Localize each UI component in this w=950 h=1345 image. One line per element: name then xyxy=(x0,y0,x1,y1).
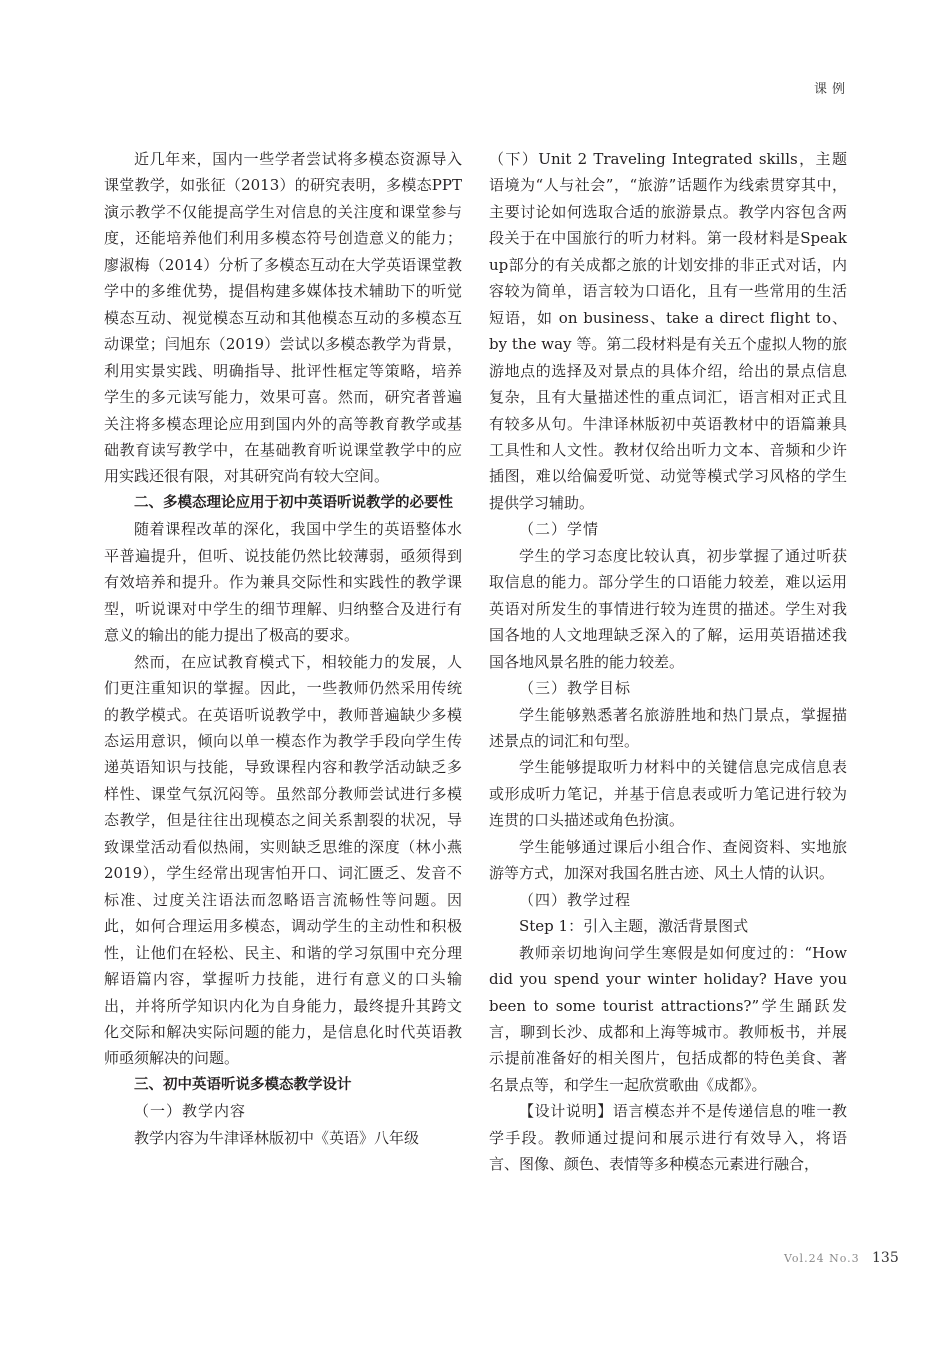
paragraph: 教师亲切地询问学生寒假是如何度过的：“How did you spend your winter holiday? Have you been to some tourist attractions?”学生踊跃发言，聊到长沙、成都和上海等城市。教师板书，并展示提前准备好的相关图片，包括成都的特色美食、著名景点等，和学生一起欣赏歌曲《成都》。 xyxy=(489,943,847,1094)
subsection-heading: （四）教学过程 xyxy=(519,890,632,909)
subsection-heading: （三）教学目标 xyxy=(519,679,632,698)
subsection-heading: （二）学情 xyxy=(519,520,600,539)
step-heading: Step 1：引入主题，激活背景图式 xyxy=(519,917,749,936)
running-header: 课例 xyxy=(813,82,850,97)
paragraph: 近几年来，国内一些学者尝试将多模态资源导入课堂教学，如张征（2013）的研究表明，多模态PPT演示教学不仅能提高学生对信息的关注度和课堂参与度，还能培养他们利用多模态符号创造意义的能力；廖淑梅（2014）分析了多模态互动在大学英语课堂教学中的多维优势，提倡构建多媒体技术辅助下的听觉模态互动、视觉模态互动和其他模态互动的多模态互动课堂；闫旭东（2019）尝试以多模态教学为背景，利用实景实践、明确指导、批评性框定等策略，培养学生的多元读写能力，效果可喜。然而，研究者普遍关注将多模态理论应用到国内外的高等教育教学或基础教育读写教学中，在基础教育听说课堂教学中的应用实践还很有限，对其研究尚有较大空间。 xyxy=(104,150,462,486)
paragraph: 学生能够熟悉著名旅游胜地和热门景点，掌握描述景点的词汇和句型。 xyxy=(489,705,847,750)
paragraph: 教学内容为牛津译林版初中《英语》八年级 xyxy=(134,1128,420,1147)
subsection-heading: （一）教学内容 xyxy=(134,1102,247,1121)
paragraph: 学生的学习态度比较认真，初步掌握了通过听获取信息的能力。部分学生的口语能力较差，难以运用英语对所发生的事情进行较为连贯的描述。学生对我国各地的人文地理缺乏深入的了解，运用英语描述我国各地风景名胜的能力较差。 xyxy=(489,546,847,671)
paragraph: （下）Unit 2 Traveling Integrated skills，主题语境为“人与社会”，“旅游”话题作为线索贯穿其中，主要讨论如何选取合适的旅游景点。教学内容包含两段关于在中国旅行的听力材料。第一段材料是Speak up部分的有关成都之旅的计划安排的非正式对话，内容较为简单，语言较为口语化，且有一些常用的生活短语，如 on business、take a direct flight to、by the way 等。第二段材料是有关五个虚拟人物的旅游地点的选择及对景点的具体介绍，给出的景点信息复杂，且有大量描述性的重点词汇，语言相对正式且有较多从句。牛津译林版初中英语教材中的语篇兼具工具性和人文性。教材仅给出听力文本、音频和少许插图，难以给偏爱听觉、动觉等模式学习风格的学生提供学习辅助。 xyxy=(489,150,847,512)
paragraph: 学生能够提取听力材料中的关键信息完成信息表或形成听力笔记，并基于信息表或听力笔记进行较为连贯的口头描述或角色扮演。 xyxy=(489,758,847,830)
paragraph: 随着课程改革的深化，我国中学生的英语整体水平普遍提升，但听、说技能仍然比较薄弱，亟须得到有效培养和提升。作为兼具交际性和实践性的教学课型，听说课对中学生的细节理解、归纳整合及进行有意义的输出的能力提出了极高的要求。 xyxy=(104,520,462,645)
paragraph: 然而，在应试教育模式下，相较能力的发展，人们更注重知识的掌握。因此，一些教师仍然采用传统的教学模式。在英语听说教学中，教师普遍缺少多模态运用意识，倾向以单一模态作为教学手段向学生传递英语知识与技能，导致课程内容和教学活动缺乏多样性、课堂气氛沉闷等。虽然部分教师尝试进行多模态教学，但是往往出现模态之间关系割裂的状况，导致课堂活动看似热闹，实则缺乏思维的深度（林小燕 2019），学生经常出现害怕开口、词汇匮乏、发音不标准、过度关注语法而忽略语言流畅性等问题。因此，如何合理运用多模态，调动学生的主动性和积极性，让他们在轻松、民主、和谐的学习氛围中充分理解语篇内容，掌握听力技能，进行有意义的口头输出，并将所学知识内化为自身能力，最终提升其跨文化交际和解决实际问题的能力，是信息化时代英语教师亟须解决的问题。 xyxy=(104,652,462,1068)
paragraph: 学生能够通过课后小组合作、查阅资料、实地旅游等方式，加深对我国名胜古迹、风土人情的认识。 xyxy=(489,837,847,883)
volume-label: Vol.24 No.3 xyxy=(784,1252,860,1265)
section-heading: 三、初中英语听说多模态教学设计 xyxy=(134,1076,352,1093)
left-column xyxy=(104,146,462,1151)
page-number: 135 xyxy=(872,1250,899,1266)
right-column xyxy=(489,146,847,1178)
section-heading: 二、多模态理论应用于初中英语听说教学的必要性 xyxy=(134,494,453,511)
paragraph: 【设计说明】语言模态并不是传递信息的唯一教学手段。教师通过提问和展示进行有效导入，将语言、图像、颜色、表情等多种模态元素进行融合， xyxy=(489,1102,847,1174)
